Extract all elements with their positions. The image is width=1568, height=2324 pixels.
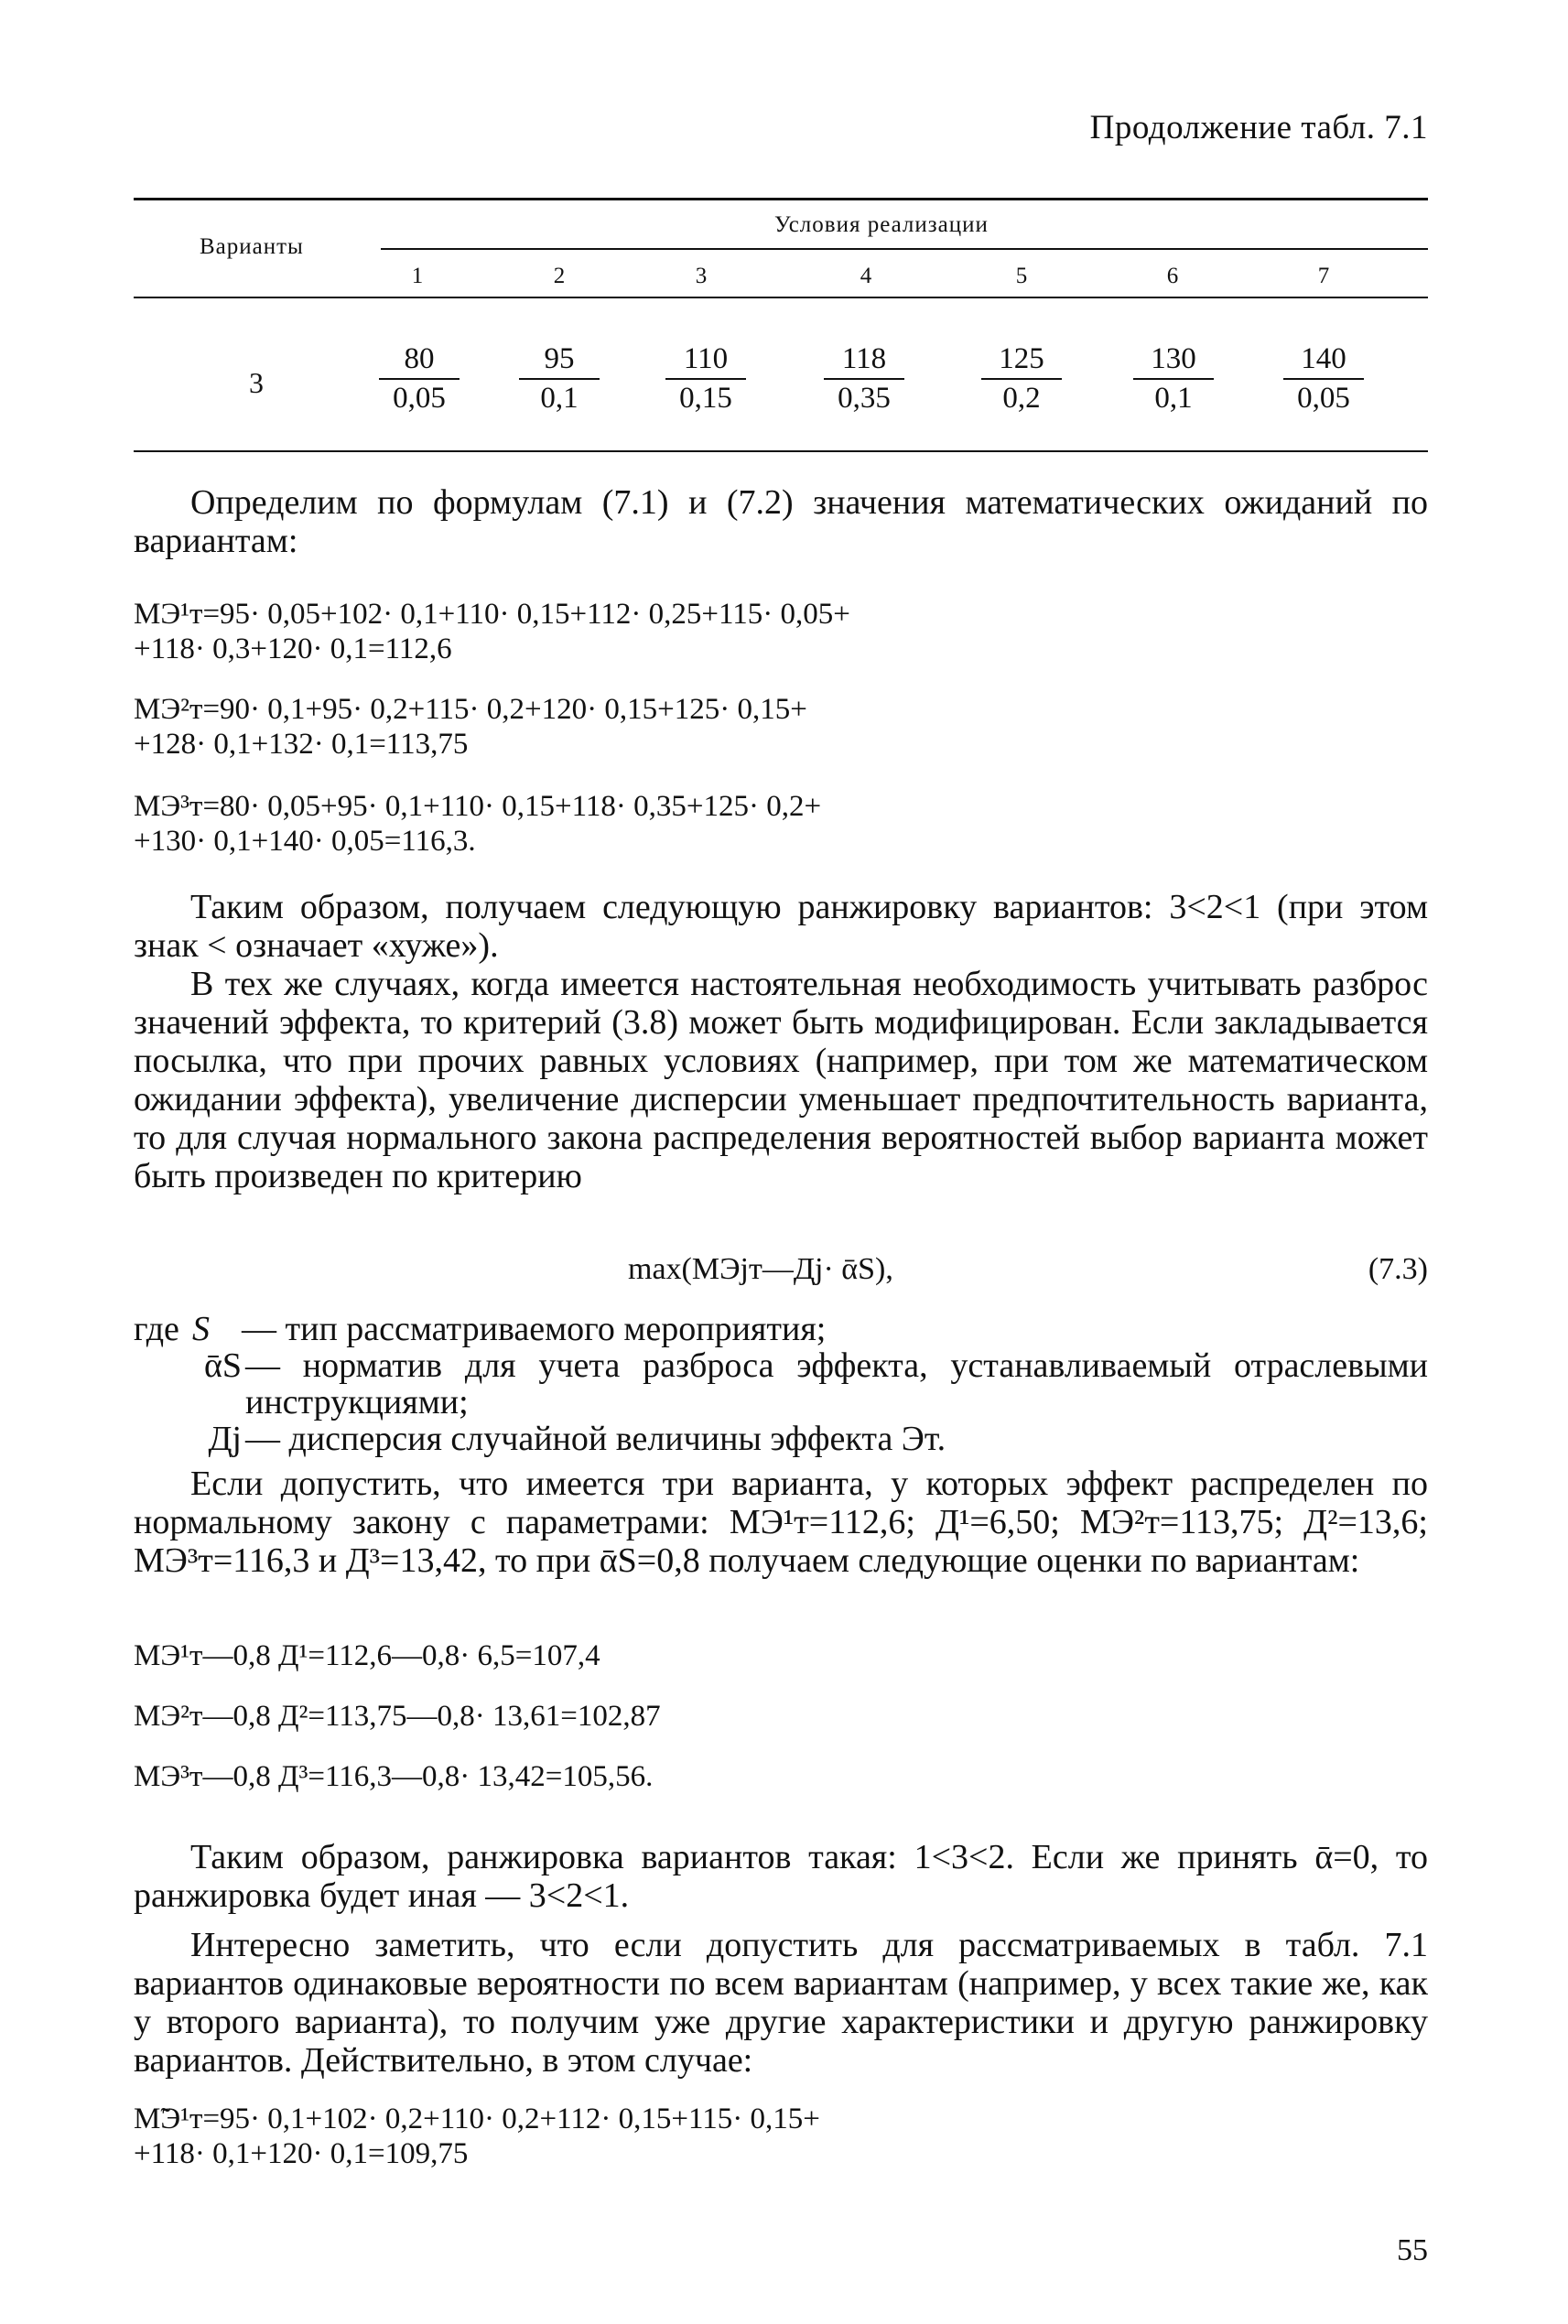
table-cell (504, 342, 614, 416)
estimate-2: МЭ²т—0,8 Д²=113,75—0,8· 13,61=102,87 (134, 1700, 661, 1733)
definition-item (134, 1347, 1428, 1421)
cell-probability: 0,35 (838, 382, 891, 415)
column-header-2: 2 (553, 264, 566, 288)
paragraph-ranking-result: Таким образом, ранжировка вариантов такая: 1<3<2. Если же принять ᾱ=0, то ранжировка будет иная — 3<2<1. (134, 1838, 1428, 1915)
cell-probability: 0,15 (679, 382, 732, 415)
definition-term: S (192, 1310, 210, 1348)
formula-me1 (134, 597, 850, 666)
formula-line: М̃Э¹т=95· 0,1+102· 0,2+110· 0,2+112· 0,15+115· 0,15+ (134, 2102, 820, 2135)
formula-line: МЭ³т=80· 0,05+95· 0,1+110· 0,15+118· 0,35+125· 0,2+ (134, 790, 822, 823)
header-conditions: Условия реализации (774, 212, 989, 237)
column-header-7: 7 (1317, 264, 1330, 288)
definition-term: Дj (208, 1420, 242, 1458)
formula-line: +128· 0,1+132· 0,1=113,75 (134, 728, 469, 761)
table-cell (364, 342, 474, 416)
conditions-rule (381, 248, 1428, 250)
definition-text: — норматив для учета разброса эффекта, устанавливаемый отраслевыми инструкциями; (245, 1346, 1428, 1421)
column-header-1: 1 (411, 264, 424, 288)
cell-effect: 110 (683, 342, 729, 375)
table-continuation-caption: Продолжение табл. 7.1 (1089, 109, 1428, 146)
column-header-5: 5 (1015, 264, 1028, 288)
cell-effect: 130 (1151, 342, 1196, 375)
table-cell (651, 342, 761, 416)
table-cell (1119, 342, 1228, 416)
formula-line: МЭ¹т=95· 0,05+102· 0,1+110· 0,15+112· 0,25+115· 0,05+ (134, 598, 850, 631)
page-number: 55 (1397, 2233, 1428, 2267)
formula-7-3: max(МЭjт—Дj· ᾱS), (628, 1252, 893, 1286)
table-top-rule (134, 198, 1428, 200)
paragraph-intro: Определим по формулам (7.1) и (7.2) значения математических ожиданий по вариантам: (134, 483, 1428, 560)
paragraph-modification: В тех же случаях, когда имеется настоятельная необходимость учитывать разброс значений эффекта, то критерий (3.8) может быть модифицирован. Если закладывается посылка, что при прочих равных условиях (например, при том же математическом ожидании эффекта), увеличение дисперсии уменьшает предпочтительность варианта, то для случая нормального закона распределения вероятностей выбор варианта может быть произведен по критерию (134, 965, 1428, 1195)
formula-line: +130· 0,1+140· 0,05=116,3. (134, 825, 476, 858)
formula-me1-tilde (134, 2102, 820, 2171)
header-variants: Варианты (200, 234, 304, 259)
cell-effect: 118 (841, 342, 887, 375)
formula-number: (7.3) (1368, 1252, 1428, 1286)
definition-item (134, 1421, 1428, 1457)
estimate-1: МЭ¹т—0,8 Д¹=112,6—0,8· 6,5=107,4 (134, 1639, 600, 1672)
table-cell (967, 342, 1076, 416)
column-header-6: 6 (1166, 264, 1179, 288)
paragraph-equal-probabilities: Интересно заметить, что если допустить для рассматриваемых в табл. 7.1 вариантов одинаковые вероятности по всем вариантам (например, у всех такие же, как у второго варианта), то получим уже другие характеристики и другую ранжировку вариантов. Действительно, в этом случае: (134, 1926, 1428, 2080)
cell-probability: 0,1 (540, 382, 579, 415)
paragraph-three-variants: Если допустить, что имеется три варианта, у которых эффект распределен по нормальному закону с параметрами: МЭ¹т=112,6; Д¹=6,50; МЭ²т=113,75; Д²=13,6; МЭ³т=116,3 и Д³=13,42, то при ᾱS=0,8 получаем следующие оценки по вариантам: (134, 1465, 1428, 1580)
cell-probability: 0,05 (1297, 382, 1350, 415)
column-header-4: 4 (860, 264, 872, 288)
formula-me3 (134, 789, 821, 859)
variant-number: 3 (249, 366, 264, 399)
cell-probability: 0,2 (1002, 382, 1041, 415)
estimate-3: МЭ³т—0,8 Д³=116,3—0,8· 13,42=105,56. (134, 1760, 654, 1793)
definition-item (134, 1311, 1428, 1347)
header-bottom-rule (134, 297, 1428, 298)
table-cell (1269, 342, 1379, 416)
definition-term: ᾱS (203, 1346, 242, 1385)
cell-probability: 0,1 (1154, 382, 1193, 415)
paragraph-ranking: Таким образом, получаем следующую ранжировку вариантов: 3<2<1 (при этом знак < означает «хуже»). (134, 888, 1428, 965)
definitions-list (134, 1311, 1428, 1457)
formula-line: +118· 0,3+120· 0,1=112,6 (134, 632, 452, 665)
cell-effect: 80 (404, 342, 435, 375)
cell-probability: 0,05 (393, 382, 446, 415)
definition-text: — тип рассматриваемого мероприятия; (242, 1310, 827, 1348)
formula-line: +118· 0,1+120· 0,1=109,75 (134, 2137, 469, 2170)
table-bottom-rule (134, 450, 1428, 452)
book-page (134, 0, 1428, 2324)
cell-effect: 95 (544, 342, 575, 375)
cell-effect: 140 (1301, 342, 1346, 375)
where-word: где (134, 1310, 179, 1348)
column-header-3: 3 (695, 264, 708, 288)
cell-effect: 125 (999, 342, 1044, 375)
table-cell (809, 342, 919, 416)
definition-text: — дисперсия случайной величины эффекта Эт. (245, 1420, 946, 1458)
formula-line: МЭ²т=90· 0,1+95· 0,2+115· 0,2+120· 0,15+125· 0,15+ (134, 693, 807, 726)
formula-me2 (134, 692, 807, 762)
